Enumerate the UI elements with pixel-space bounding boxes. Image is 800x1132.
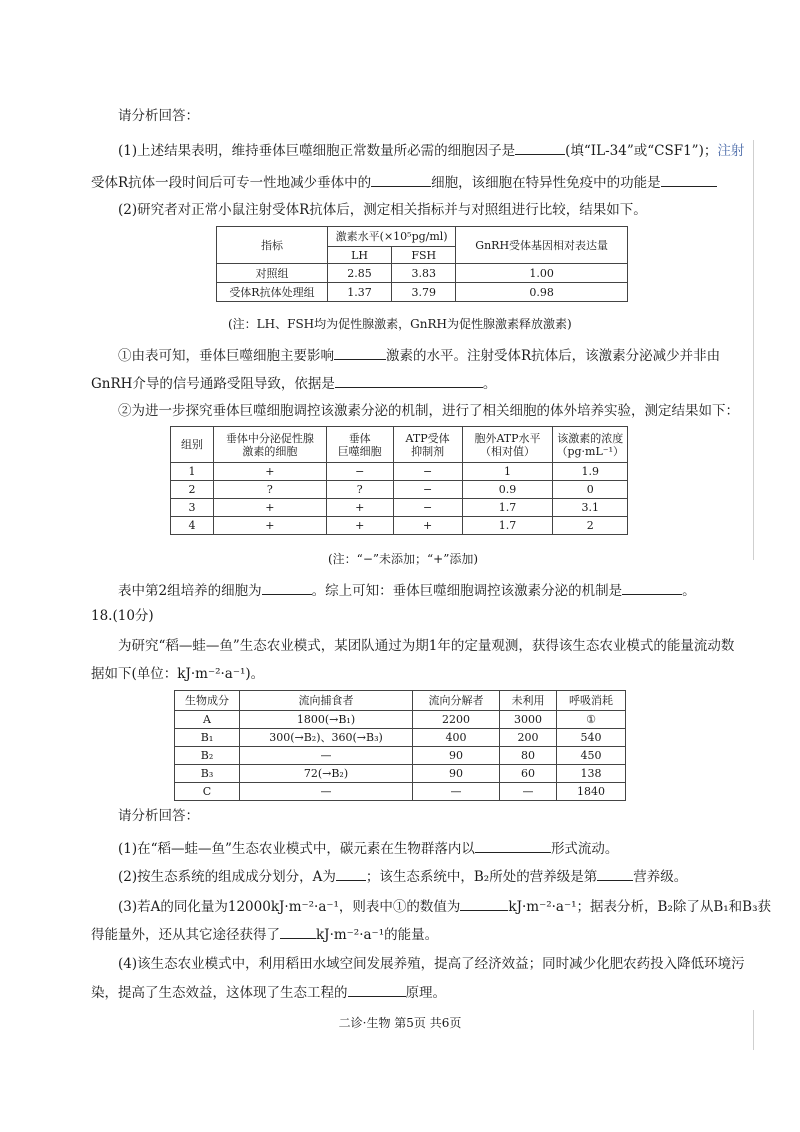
answer-blank: [334, 345, 386, 360]
cell: —: [413, 783, 500, 801]
header-line: 垂体: [348, 431, 371, 445]
q18-3-mid: kJ·m⁻²·a⁻¹；据表分析，B₂除了从B₁和B₃获: [508, 899, 772, 915]
answer-blank: [622, 580, 682, 595]
cell-gnrh: 1.00: [456, 264, 628, 283]
cell: 1: [462, 463, 553, 481]
cell: +: [213, 517, 326, 535]
question-17-c1-line-1: [118, 345, 720, 366]
header-line: 垂体中分泌促性腺: [225, 431, 314, 445]
cell: −: [326, 463, 393, 481]
cell-lh: 1.37: [327, 283, 391, 302]
cell: ①: [557, 711, 626, 729]
question-18-1: [118, 838, 618, 859]
cell-group: 受体R抗体处理组: [217, 283, 328, 302]
header-unused: 未利用: [500, 691, 557, 711]
question-17-c2b: [118, 580, 696, 601]
cell: +: [213, 499, 326, 517]
cell: 2: [553, 517, 628, 535]
page-footer: 二诊·生物 第5页 共6页: [338, 1016, 462, 1030]
cell: 0.9: [462, 481, 553, 499]
answer-blank: [280, 924, 316, 939]
q17-c2b-text: 表中第2组培养的细胞为: [118, 583, 262, 599]
q17-1b-mid: 细胞，该细胞在特异性免疫中的功能是: [431, 175, 661, 191]
cell: −: [393, 499, 462, 517]
cell: 540: [557, 729, 626, 747]
q17-c2b-end: 。: [682, 583, 696, 599]
cell: 72(→B₂): [240, 765, 413, 783]
q17-c1-tail: 激素的水平。注射受体R抗体后，该激素分泌减少并非由: [386, 348, 721, 364]
section-prompt: [118, 106, 199, 126]
table-row: [175, 765, 626, 783]
q18-2-text: (2)按生态系统的组成成分划分，A为: [118, 869, 336, 885]
q17-c1-text: ①由表可知，垂体巨噬细胞主要影响: [118, 348, 334, 364]
answer-blank: [371, 172, 431, 187]
question-17-1-line-1: [118, 140, 744, 161]
cell: 0: [553, 481, 628, 499]
header-line: 该激素的浓度: [557, 431, 624, 445]
cell: 90: [413, 765, 500, 783]
header-line: 抑制剂: [411, 444, 445, 458]
cell-fsh: 3.79: [392, 283, 456, 302]
table-row: [175, 729, 626, 747]
cell: 4: [171, 517, 214, 535]
q18-2-mid: ；该生态系统中，B₂所处的营养级是第: [365, 869, 598, 885]
cell: B₂: [175, 747, 240, 765]
q17-c1b-end: 。: [482, 376, 497, 392]
header-decomposer: 流向分解者: [413, 691, 500, 711]
scan-edge-line: [753, 1010, 754, 1050]
prompt-text: 请分析回答：: [118, 108, 199, 124]
cell: 450: [557, 747, 626, 765]
q17-1-tail: (填“IL-34”或“CSF1”)；: [565, 143, 718, 159]
table-row: [175, 783, 626, 801]
energy-flow-table: [174, 690, 626, 801]
question-17-1-line-2: [91, 172, 717, 193]
cell: 3: [171, 499, 214, 517]
table-row: [175, 711, 626, 729]
cell: −: [393, 463, 462, 481]
header-group: 组别: [171, 427, 214, 463]
question-18-intro-line-1: 为研究“稻—蛙—鱼”生态农业模式，某团队通过为期1年的定量观测，获得该生态农业模式的能量流动数: [118, 638, 735, 654]
cell: +: [213, 463, 326, 481]
cell: 300(→B₂)、360(→B₃): [240, 729, 413, 747]
cell: C: [175, 783, 240, 801]
cell: 1840: [557, 783, 626, 801]
cell: 1.7: [462, 499, 553, 517]
table-row: [175, 747, 626, 765]
header-index: 指标: [217, 227, 328, 264]
answer-blank: [460, 896, 508, 911]
q17-c1b-text: GnRH介导的信号通路受阻导致，依据是: [91, 376, 335, 392]
scan-edge-line: [753, 140, 754, 560]
cell-group: 对照组: [217, 264, 328, 283]
hormone-table: [216, 226, 628, 302]
answer-blank: [336, 866, 366, 881]
cell: A: [175, 711, 240, 729]
cell: +: [326, 517, 393, 535]
answer-blank: [475, 838, 551, 853]
q17-1b-text: 受体R抗体一段时间后可专一性地减少垂体中的: [91, 175, 372, 191]
header-line: （pg·mL⁻¹）: [556, 444, 624, 458]
cell-fsh: 3.83: [392, 264, 456, 283]
answer-blank: [597, 866, 633, 881]
header-inhibitor: [393, 427, 462, 463]
cell: 200: [500, 729, 557, 747]
answer-blank: [335, 373, 483, 388]
cell: B₁: [175, 729, 240, 747]
question-18-4-line-2: [91, 982, 446, 1003]
header-lh: LH: [327, 247, 391, 264]
cell: 1800(→B₁): [240, 711, 413, 729]
question-18-3-line-2: [91, 924, 438, 945]
cell: 90: [413, 747, 500, 765]
cell: 400: [413, 729, 500, 747]
answer-blank: [348, 982, 406, 997]
question-17-c2: [118, 401, 739, 421]
q18-3-text: (3)若A的同化量为12000kJ·m⁻²·a⁻¹，则表中①的数值为: [118, 899, 461, 915]
cell: 60: [500, 765, 557, 783]
cell: 1.9: [553, 463, 628, 481]
answer-blank: [262, 580, 312, 595]
cell: 3000: [500, 711, 557, 729]
question-17-c1-line-2: [91, 373, 496, 394]
header-concentration: [553, 427, 628, 463]
header-atp: [462, 427, 553, 463]
question-18-prompt: 请分析回答：: [118, 808, 199, 824]
q17-c2b-mid: 。综上可知：垂体巨噬细胞调控该激素分泌的机制是: [311, 583, 623, 599]
table-row: [217, 264, 628, 283]
cell: 2200: [413, 711, 500, 729]
cell: —: [240, 747, 413, 765]
answer-blank: [661, 172, 717, 187]
table1-note: (注：LH、FSH均为促性腺激素，GnRH为促性腺激素释放激素): [228, 317, 572, 331]
cell: 3.1: [553, 499, 628, 517]
cell: 138: [557, 765, 626, 783]
header-respiration: 呼吸消耗: [557, 691, 626, 711]
cell: 1: [171, 463, 214, 481]
cell: +: [326, 499, 393, 517]
cell: ?: [326, 481, 393, 499]
answer-blank: [515, 140, 565, 155]
header-component: 生物成分: [175, 691, 240, 711]
table-row: [171, 481, 628, 499]
header-gonadotroph: [213, 427, 326, 463]
header-line: 巨噬细胞: [337, 444, 382, 458]
cell-lh: 2.85: [327, 264, 391, 283]
question-18-4-line-1: (4)该生态农业模式中，利用稻田水域空间发展养殖，提高了经济效益；同时减少化肥农药投入降低环境污: [118, 956, 745, 972]
q18-4b-text: 染，提高了生态效益，这体现了生态工程的: [91, 985, 348, 1001]
question-18-3-line-1: [118, 896, 771, 917]
cell: —: [500, 783, 557, 801]
cell: 80: [500, 747, 557, 765]
q17-c2-text: ②为进一步探究垂体巨噬细胞调控该激素分泌的机制，进行了相关细胞的体外培养实验，测定结果如下：: [118, 403, 739, 419]
cell: ?: [213, 481, 326, 499]
q18-3b-end: kJ·m⁻²·a⁻¹的能量。: [316, 927, 439, 943]
question-18-intro-line-2: 据如下(单位：kJ·m⁻²·a⁻¹)。: [91, 666, 265, 682]
q17-1-text: (1)上述结果表明，维持垂体巨噬细胞正常数量所必需的细胞因子是: [118, 143, 516, 159]
culture-table: [170, 426, 628, 535]
header-fsh: FSH: [392, 247, 456, 264]
q18-4b-end: 原理。: [405, 985, 446, 1001]
cell: —: [240, 783, 413, 801]
q17-2-text: (2)研究者对正常小鼠注射受体R抗体后，测定相关指标并与对照组进行比较，结果如下。: [118, 202, 647, 218]
q18-1-text: (1)在“稻—蛙—鱼”生态农业模式中，碳元素在生物群落内以: [118, 841, 475, 857]
table-row: [171, 463, 628, 481]
cell: B₃: [175, 765, 240, 783]
header-gnrh: GnRH受体基因相对表达量: [456, 227, 628, 264]
question-18-2: [118, 866, 687, 887]
cell: 2: [171, 481, 214, 499]
question-18-number: 18.(10分): [91, 608, 154, 624]
q18-2-end: 营养级。: [633, 869, 688, 885]
cell: 1.7: [462, 517, 553, 535]
header-line: 激素的细胞: [242, 444, 298, 458]
table2-note: (注：“−”未添加；“+”添加): [328, 552, 479, 566]
header-line: （相对值）: [480, 444, 535, 458]
q18-3b-text: 得能量外，还从其它途径获得了: [91, 927, 280, 943]
header-line: ATP受体: [405, 431, 450, 445]
header-macrophage: [326, 427, 393, 463]
cell-gnrh: 0.98: [456, 283, 628, 302]
table-row: [171, 517, 628, 535]
header-hormone: 激素水平(×10⁵pg/ml): [327, 227, 455, 247]
q18-1-end: 形式流动。: [550, 841, 619, 857]
header-predator: 流向捕食者: [240, 691, 413, 711]
cell: −: [393, 481, 462, 499]
table-row: [171, 499, 628, 517]
header-line: 胞外ATP水平: [474, 431, 541, 445]
table-row: [217, 283, 628, 302]
cell: +: [393, 517, 462, 535]
q17-1-cut-text: 注射: [717, 143, 745, 159]
question-17-2: [118, 200, 647, 220]
